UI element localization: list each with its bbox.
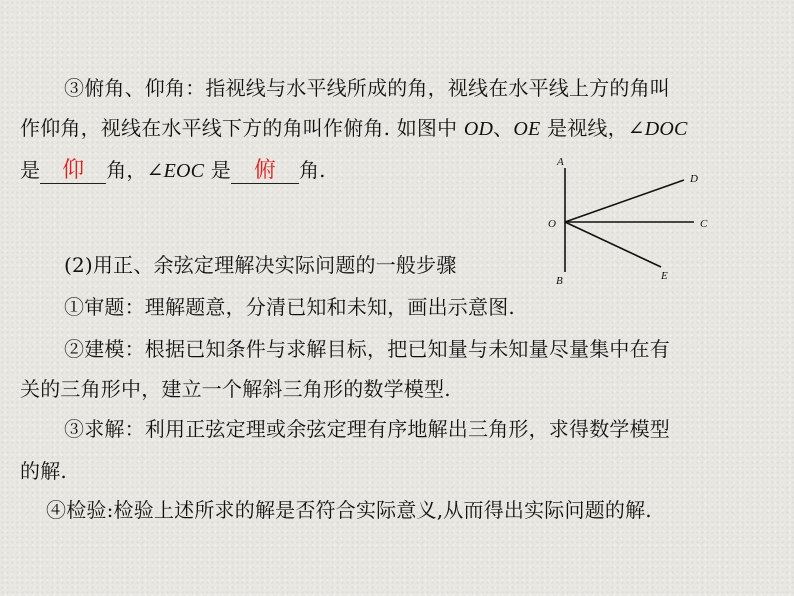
step-3-line-2: 的解. (20, 459, 67, 483)
angle-doc: DOC (644, 118, 688, 140)
label-c: C (700, 218, 708, 230)
label-b: B (556, 275, 563, 287)
step-1: ①审题：理解题意，分清已知和未知，画出示意图. (64, 295, 515, 319)
text-fragment: 作仰角，视线在水平线下方的角叫作俯角. 如图中 (20, 116, 464, 140)
sight-line-oe (565, 222, 661, 267)
text-fragment: 是 (20, 158, 41, 182)
text-fragment: 、 (493, 116, 514, 140)
text-fragment: 角，∠ (106, 158, 164, 182)
steps-heading: (2)用正、余弦定理解决实际问题的一般步骤 (64, 253, 457, 277)
text-fragment: 是 (204, 158, 231, 182)
view-angle-line-1: ③俯角、仰角：指视线与水平线所成的角，视线在水平线上方的角叫 (64, 76, 670, 100)
step-2-line-1: ②建模：根据已知条件与求解目标，把已知量与未知量尽量集中在有 (64, 337, 670, 361)
answer-blank-elevation: 仰 (40, 159, 106, 184)
label-d: D (690, 173, 698, 185)
segment-od: OD (463, 118, 494, 140)
angle-eoc: EOC (163, 160, 205, 182)
label-e: E (661, 270, 668, 282)
step-2-line-2: 关的三角形中，建立一个解斜三角形的数学模型. (20, 377, 451, 401)
text-fragment: 是视线，∠ (540, 116, 645, 140)
answer-blank-depression: 俯 (231, 159, 299, 184)
segment-oe: OE (513, 118, 541, 140)
label-o: O (548, 218, 556, 230)
step-4: ④检验:检验上述所求的解是否符合实际意义,从而得出实际问题的解. (46, 498, 652, 522)
sight-line-od (565, 180, 684, 222)
step-3-line-1: ③求解：利用正弦定理或余弦定理有序地解出三角形，求得数学模型 (64, 417, 670, 441)
label-a: A (557, 156, 564, 168)
text-fragment: 角. (298, 158, 326, 182)
